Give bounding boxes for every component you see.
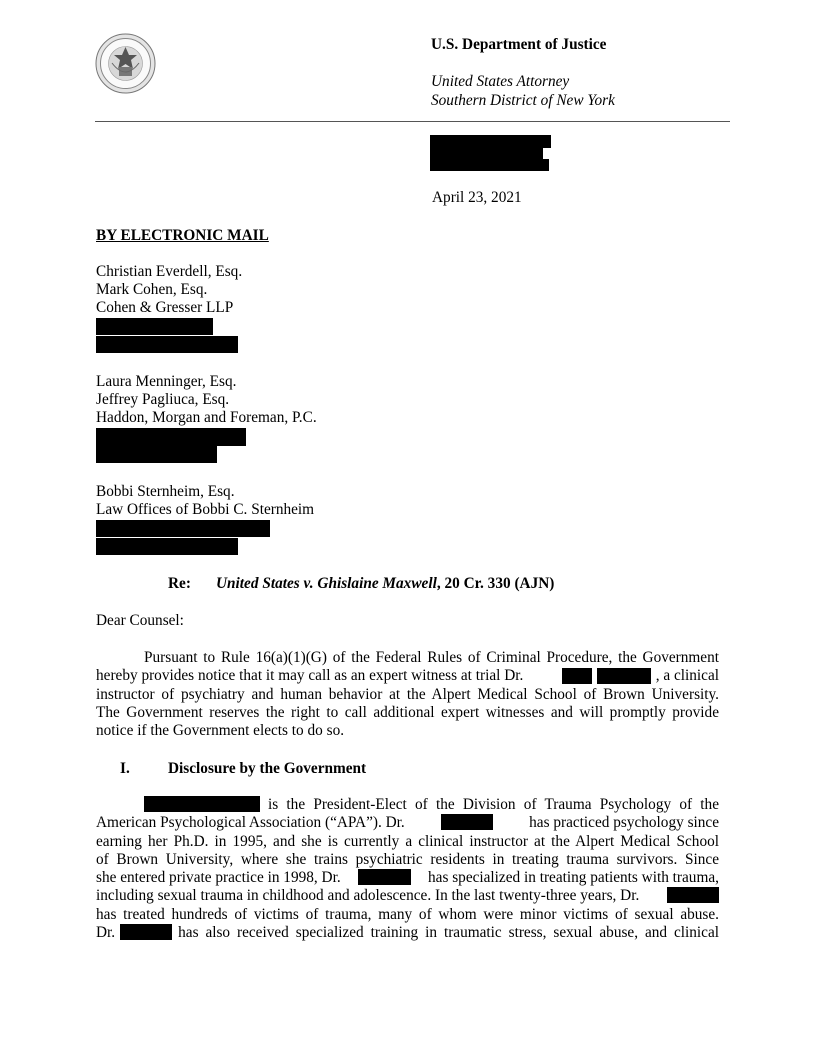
office-line-2: Southern District of New York [431,92,615,109]
redaction [667,887,719,903]
redaction [96,446,217,463]
case-number: , 20 Cr. 330 (AJN) [436,575,555,592]
paragraph-text: has practiced psychology since [529,814,719,832]
redaction [96,318,213,335]
redaction [441,814,493,830]
paragraph-text: hereby provides notice that it may call as an expert witness at trial Dr. [96,667,524,685]
redaction [96,336,238,353]
re-label: Re: [168,575,191,592]
doj-seal-logo [95,33,156,94]
paragraph-text: , a clinical [655,667,719,685]
recipient-block [96,263,242,317]
paragraph-line [96,924,719,942]
paragraph-text: including sexual trauma in childhood and adolescence. In the last twenty-three years, Dr. [96,887,640,905]
paragraph-text: has specialized in treating patients with trauma, [428,869,719,887]
recipient-line: Jeffrey Pagliuca, Esq. [96,391,230,408]
office-line-1: United States Attorney [431,73,570,90]
re-subject [216,575,554,593]
paragraph-text: she entered private practice in 1998, Dr. [96,869,341,887]
recipient-line: Haddon, Morgan and Foreman, P.C. [96,409,317,426]
recipient-line: Laura Menninger, Esq. [96,373,237,390]
paragraph-line [96,814,719,832]
department-name: U.S. Department of Justice [431,36,607,53]
paragraph-line: The Government reserves the right to call additional expert witnesses and will promptly provide [96,703,719,721]
header-rule [95,121,730,122]
paragraph-text: American Psychological Association (“APA”). Dr. [96,814,405,832]
redaction [597,668,651,684]
redaction [562,668,592,684]
paragraph-line: of Brown University, where she trains psychiatric residents in treating trauma survivors. Since [96,850,719,868]
paragraph-line [96,887,719,905]
redaction [120,924,172,940]
paragraph-line [96,869,719,887]
section-title: Disclosure by the Government [168,760,367,777]
section-number: I. [120,760,130,777]
recipient-line: Cohen & Gresser LLP [96,299,234,316]
recipient-block [96,373,317,427]
recipient-line: Christian Everdell, Esq. [96,263,243,280]
paragraph-text: has also received specialized training in traumatic stress, sexual abuse, and clinical [178,924,719,942]
paragraph-text: Dr. [96,924,116,942]
redaction [430,147,543,159]
paragraph-notice [96,649,719,740]
redaction [358,869,411,885]
salutation: Dear Counsel: [96,612,184,629]
paragraph-line: earning her Ph.D. in 1995, and she is currently a clinical instructor at the Alpert Medical School [96,832,719,850]
redaction [96,428,246,446]
paragraph-disclosure [96,796,719,942]
letter-date: April 23, 2021 [432,189,522,206]
paragraph-line: has treated hundreds of victims of trauma, many of whom were minor victims of sexual abuse. [96,905,719,923]
case-name: United States v. Ghislaine Maxwell [216,575,437,592]
paragraph-text: is the President-Elect of the Division of Trauma Psychology of the [268,796,719,813]
paragraph-line: notice if the Government elects to do so. [96,722,345,740]
delivery-method: BY ELECTRONIC MAIL [96,227,269,244]
paragraph-line: Pursuant to Rule 16(a)(1)(G) of the Federal Rules of Criminal Procedure, the Government [144,649,719,666]
redacted-name [562,667,719,685]
recipient-line: Bobbi Sternheim, Esq. [96,483,235,500]
redaction [96,538,238,555]
paragraph-line [96,796,719,814]
paragraph-line: instructor of psychiatry and human behavior at the Alpert Medical School of Brown University. [96,685,719,703]
recipient-line: Law Offices of Bobbi C. Sternheim [96,501,315,518]
redaction [144,796,260,812]
recipient-line: Mark Cohen, Esq. [96,281,208,298]
paragraph-line [96,667,719,685]
recipient-block [96,483,314,519]
redaction [430,159,549,171]
redaction [96,520,270,537]
